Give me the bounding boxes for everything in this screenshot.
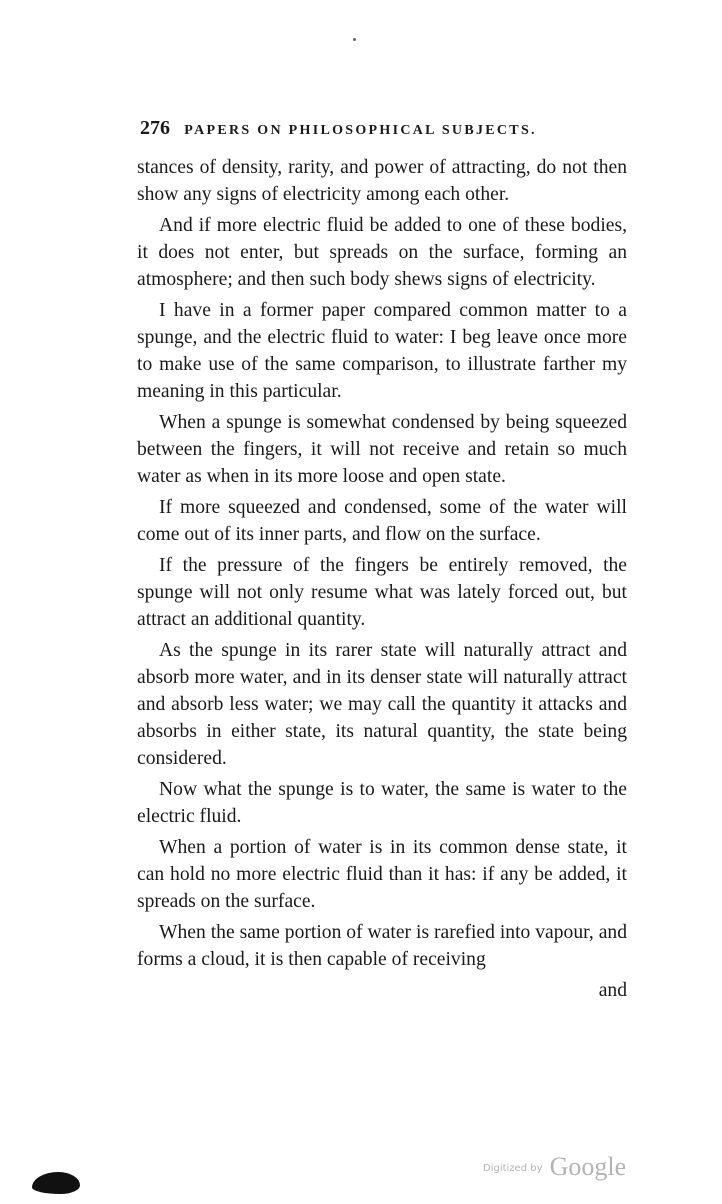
paragraph: When the same portion of water is rarefied into vapour, and forms a cloud, it is then capable of receiving bbox=[137, 922, 627, 970]
paragraph: As the spunge in its rarer state will naturally attract and absorb more water, and in its denser state will naturally attract and absorb less water; we may call the quantity it attacks and absorbs in either state, its natural quantity, the state being considered. bbox=[137, 640, 627, 769]
paragraph: I have in a former paper compared common matter to a spunge, and the electric fluid to water: I beg leave once more to make use of the same comparison, to illustrate farther my meaning in this particular. bbox=[137, 300, 627, 402]
catchword: and bbox=[598, 980, 627, 1001]
page-number: 276 bbox=[140, 117, 170, 139]
paragraph: If more squeezed and condensed, some of the water will come out of its inner parts, and flow on the surface. bbox=[137, 497, 627, 545]
paragraph: Now what the spunge is to water, the same is water to the electric fluid. bbox=[137, 779, 627, 827]
paragraph: stances of density, rarity, and power of attracting, do not then show any signs of electricity among each other. bbox=[137, 157, 627, 205]
running-title: PAPERS ON PHILOSOPHICAL SUBJECTS. bbox=[184, 123, 537, 138]
ink-blot bbox=[32, 1172, 80, 1194]
watermark-brand: Google bbox=[549, 1152, 627, 1181]
paragraph: And if more electric fluid be added to one of these bodies, it does not enter, but spreads on the surface, forming an atmosphere; and then such body shews signs of electricity. bbox=[137, 215, 627, 290]
paragraph: When a portion of water is in its common dense state, it can hold no more electric fluid than it has: if any be added, it spreads on the surface. bbox=[137, 837, 627, 912]
paragraph: If the pressure of the fingers be entirely removed, the spunge will not only resume what was lately forced out, but attract an additional quantity. bbox=[137, 555, 627, 630]
watermark-prefix: Digitized by bbox=[483, 1163, 543, 1174]
running-header bbox=[140, 117, 585, 141]
speck-mark bbox=[353, 38, 356, 41]
digitized-watermark bbox=[483, 1152, 626, 1182]
body-text bbox=[137, 154, 627, 1004]
paragraph: When a spunge is somewhat condensed by being squeezed between the fingers, it will not receive and retain so much water as when in its more loose and open state. bbox=[137, 412, 627, 487]
